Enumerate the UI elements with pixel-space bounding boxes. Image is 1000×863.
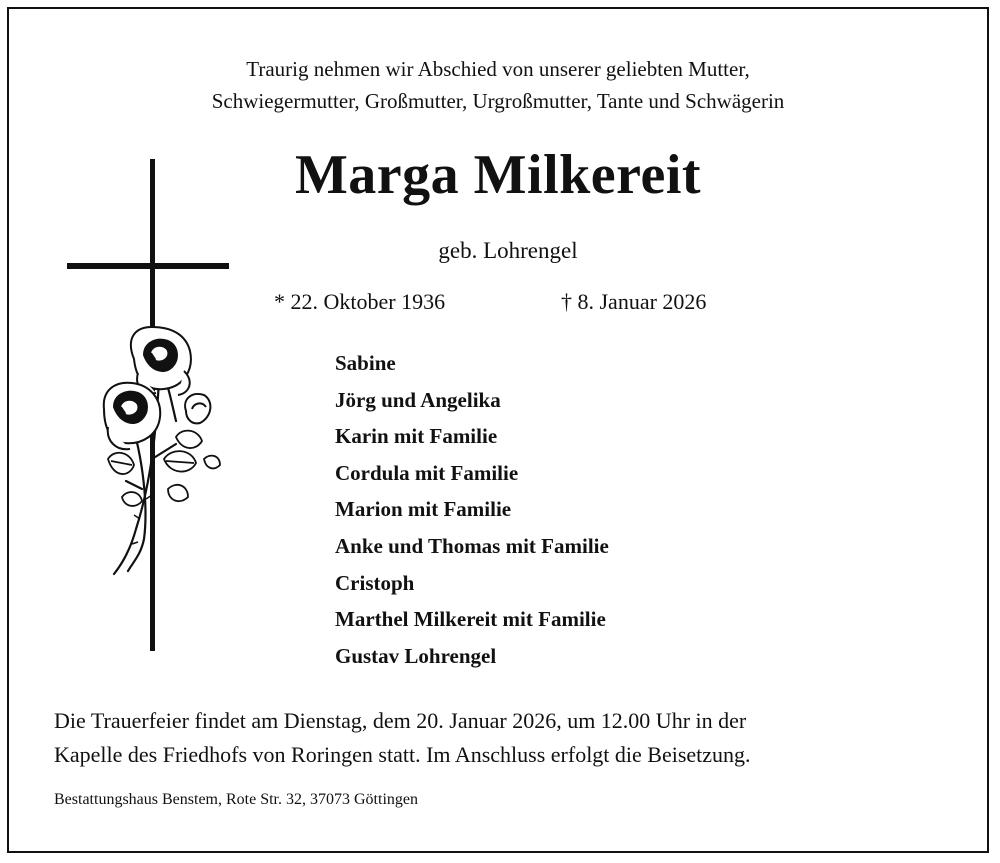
service-announcement [54,704,751,772]
mourner-name: Marion mit Familie [335,497,512,522]
mourner-name: Cristoph [335,570,415,595]
mourner-name: Marthel Milkereit mit Familie [335,607,606,632]
mourner-name: Cordula mit Familie [335,460,519,485]
deceased-name: Marga Milkereit [294,144,702,206]
intro-line-2: Schwiegermutter, Großmutter, Urgroßmutter, Tante und Schwägerin [211,89,785,113]
funeral-home-address: Bestattungshaus Benstem, Rote Str. 32, 37073 Göttingen [54,791,418,808]
intro-line-1: Traurig nehmen wir Abschied von unserer geliebten Mutter, [246,57,750,81]
mourner-name: Karin mit Familie [335,424,498,449]
intro-text [9,53,987,117]
death-date: † 8. Januar 2026 [561,289,707,314]
service-line-2: Kapelle des Friedhofs von Roringen statt. Im Anschluss erfolgt die Beisetzung. [54,742,751,767]
mourner-name: Jörg und Angelika [335,387,501,412]
obituary-notice [7,7,989,853]
service-line-1: Die Trauerfeier findet am Dienstag, dem 20. Januar 2026, um 12.00 Uhr in der [54,708,747,733]
mourner-name: Anke und Thomas mit Familie [335,533,609,558]
maiden-name: geb. Lohrengel [438,238,578,263]
mourner-name: Sabine [335,351,396,375]
mourner-name: Gustav Lohrengel [335,643,497,668]
cross-with-roses-icon [64,159,244,659]
mourners-list [335,345,609,674]
birth-date: * 22. Oktober 1936 [274,289,446,314]
